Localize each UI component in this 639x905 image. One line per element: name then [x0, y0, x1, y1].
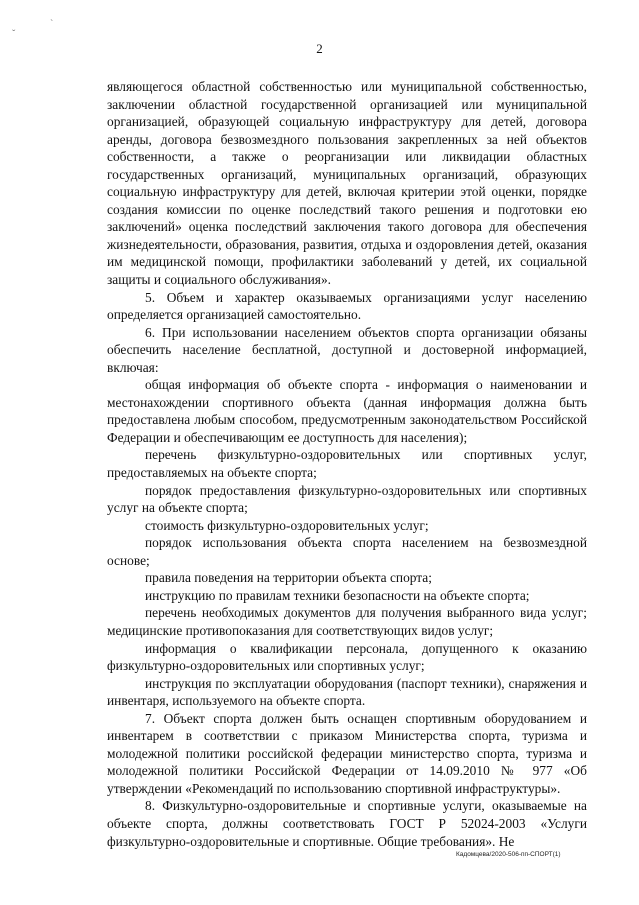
paragraph: 5. Объем и характер оказываемых организациями услуг населению определяется организацией самостоятельно. [107, 289, 587, 323]
paragraph: 6. При использовании населением объектов спорта организации обязаны обеспечить население бесплатной, доступной и достоверной информацией, включая: [107, 324, 587, 375]
paragraph: инструкцию по правилам техники безопасности на объекте спорта; [145, 587, 530, 603]
paragraph: порядок предоставления физкультурно-оздоровительных или спортивных услуг на объекте спорта; [107, 482, 587, 516]
paragraph: инструкция по эксплуатации оборудования (паспорт техники), снаряжения и инвентаря, используемого на объекте спорта. [107, 675, 587, 709]
paragraph: стоимость физкультурно-оздоровительных услуг; [145, 517, 429, 533]
scan-speck: ˋ [50, 19, 54, 30]
paragraph: правила поведения на территории объекта спорта; [145, 570, 432, 586]
paragraph: информация о квалификации персонала, допущенного к оказанию физкультурно-оздоровительных или спортивных услуг; [107, 640, 587, 674]
body-text [107, 78, 587, 850]
paragraph: порядок использования объекта спорта населением на безвозмездной основе; [107, 535, 587, 568]
page-number: 2 [316, 41, 323, 56]
paragraph: 7. Объект спорта должен быть оснащен спортивным оборудованием и инвентарем в соответствии с приказом Министерства спорта, туризма и молодежной политики российской федерации министерство спорта, туризма и молодежной политики Российской Федерации от 14.09.2010 № 977 «Об утверждении «Рекомендаций по использованию спортивной инфраструктуры». [107, 710, 587, 796]
paragraph: общая информация об объекте спорта - информация о наименовании и местонахождении спортивного объекта (данная информация должна быть предоставлена любым способом, предусмотренным законодательством Российской Федерации и обеспечивающим ее доступность для населения); [107, 377, 587, 445]
document-footer-id: Кадомцева/2020-506-пп-СПОРТ(1) [456, 851, 561, 858]
scan-speck: ˇ [12, 29, 16, 40]
paragraph: являющегося областной собственностью или муниципальной собственностью, заключении областной государственной организацией или муниципальной организацией, образующей социальную инфраструктуру для детей, договора аренды, договора безвозмездного пользования закрепленных за ней объектов собственности, а также о реорганизации или ликвидации областных государственных организаций, муниципальных организаций, образующих социальную инфраструктуру для детей, включая критерии этой оценки, порядке создания комиссии по оценке последствий такого решения и подготовки ею заключений» оценка последствий заключения такого договора для обеспечения жизнедеятельности, образования, развития, отдыха и оздоровления детей, оказания им медицинской помощи, профилактики заболеваний у детей, их социальной защиты и социального обслуживания». [107, 79, 587, 288]
paragraph: 8. Физкультурно-оздоровительные и спортивные услуги, оказываемые на объекте спорта, должны соответствовать ГОСТ Р 52024-2003 «Услуги физкультурно-оздоровительные и спортивные. Общие требования». Не [107, 798, 587, 849]
paragraph: перечень необходимых документов для получения выбранного вида услуг; медицинские противопоказания для соответствующих видов услуг; [107, 605, 587, 638]
paragraph: перечень физкультурно-оздоровительных или спортивных услуг, предоставляемых на объекте спорта; [107, 447, 587, 481]
